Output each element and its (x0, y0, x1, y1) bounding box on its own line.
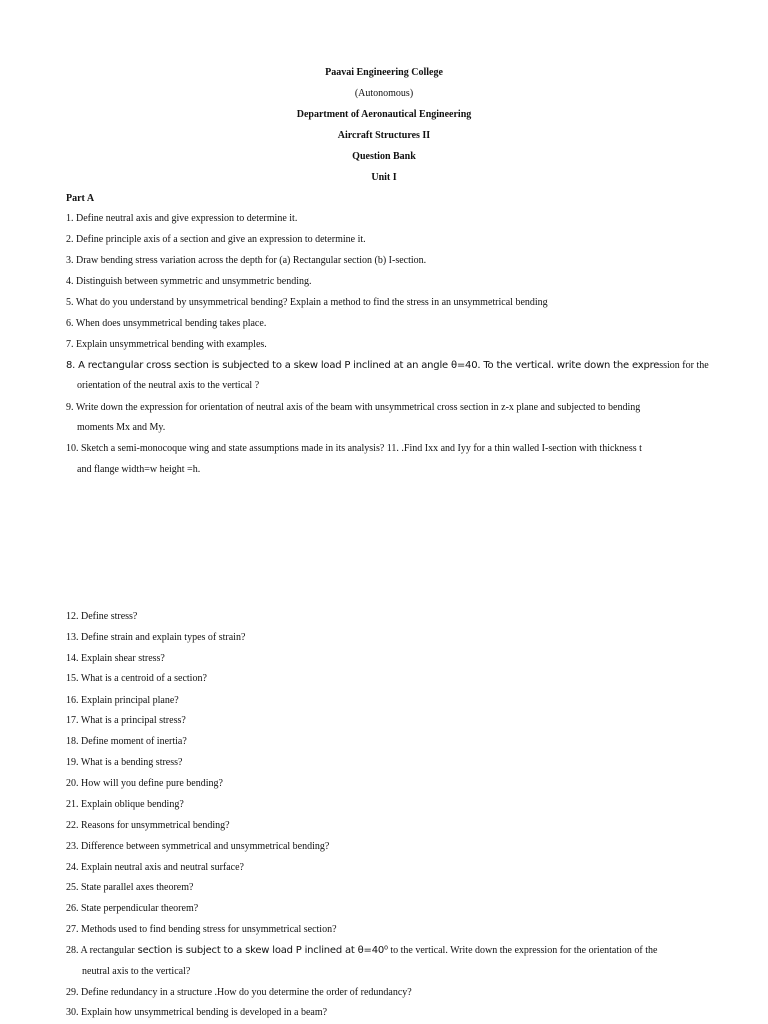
question-15: 15. What is a centroid of a section? (66, 673, 207, 684)
question-12: 12. Define stress? (66, 611, 138, 622)
question-14: 14. Explain shear stress? (66, 653, 165, 664)
question-8-typed: ssion for the (659, 360, 709, 371)
question-28-handwritten: section is subject to a skew load P inclined at θ=40⁰ (134, 945, 388, 956)
question-9-continued: moments Mx and My. (77, 422, 166, 433)
question-9: 9. Write down the expression for orientation of neutral axis of the beam with unsymmetrical cross section in z-x plane and subjected to bending (66, 402, 641, 413)
part-heading: Part A (66, 193, 95, 204)
question-1: 1. Define neutral axis and give expression to determine it. (66, 213, 298, 224)
college-name: Paavai Engineering College (325, 67, 443, 78)
question-10-continued: and flange width=w height =h. (77, 464, 201, 475)
question-2: 2. Define principle axis of a section and give an expression to determine it. (66, 234, 366, 245)
question-26: 26. State perpendicular theorem? (66, 903, 199, 914)
question-22: 22. Reasons for unsymmetrical bending? (66, 820, 230, 831)
question-28-number: 28. A rectangular (66, 945, 135, 956)
question-20: 20. How will you define pure bending? (66, 778, 223, 789)
question-5: 5. What do you understand by unsymmetrical bending? Explain a method to find the stress in an unsymmetrical bending (66, 297, 548, 308)
question-28 (66, 944, 716, 957)
question-28-typed: to the vertical. Write down the expression for the orientation of the (387, 945, 658, 956)
question-6: 6. When does unsymmetrical bending takes place. (66, 318, 267, 329)
question-21: 21. Explain oblique bending? (66, 799, 184, 810)
question-16: 16. Explain principal plane? (66, 695, 179, 706)
question-13: 13. Define strain and explain types of strain? (66, 632, 246, 643)
subject-name: Aircraft Structures II (337, 130, 431, 141)
question-17: 17. What is a principal stress? (66, 715, 186, 726)
question-4: 4. Distinguish between symmetric and unsymmetric bending. (66, 276, 312, 287)
question-18: 18. Define moment of inertia? (66, 736, 187, 747)
question-19: 19. What is a bending stress? (66, 757, 183, 768)
department-name: Department of Aeronautical Engineering (296, 109, 472, 120)
question-3: 3. Draw bending stress variation across the depth for (a) Rectangular section (b) I-section. (66, 255, 427, 266)
question-8 (66, 359, 716, 372)
question-29: 29. Define redundancy in a structure .How do you determine the order of redundancy? (66, 987, 412, 998)
question-8-continued: orientation of the neutral axis to the vertical ? (77, 380, 260, 391)
question-23: 23. Difference between symmetrical and unsymmetrical bending? (66, 841, 330, 852)
question-30: 30. Explain how unsymmetrical bending is developed in a beam? (66, 1007, 328, 1018)
question-25: 25. State parallel axes theorem? (66, 882, 194, 893)
question-24: 24. Explain neutral axis and neutral surface? (66, 862, 244, 873)
question-7: 7. Explain unsymmetrical bending with examples. (66, 339, 267, 350)
doc-type: Question Bank (352, 151, 416, 162)
autonomous-label: (Autonomous) (354, 88, 414, 99)
unit-title: Unit I (371, 172, 397, 183)
question-27: 27. Methods used to find bending stress for unsymmetrical section? (66, 924, 337, 935)
question-8-handwritten: 8. A rectangular cross section is subjected to a skew load P inclined at an angle θ=40. To the vertical. write down the expre (66, 360, 660, 371)
question-28-continued: neutral axis to the vertical? (82, 966, 191, 977)
question-10: 10. Sketch a semi-monocoque wing and state assumptions made in its analysis? 11. .Find Ixx and Iyy for a thin walled I-section with thickness t (66, 443, 642, 454)
